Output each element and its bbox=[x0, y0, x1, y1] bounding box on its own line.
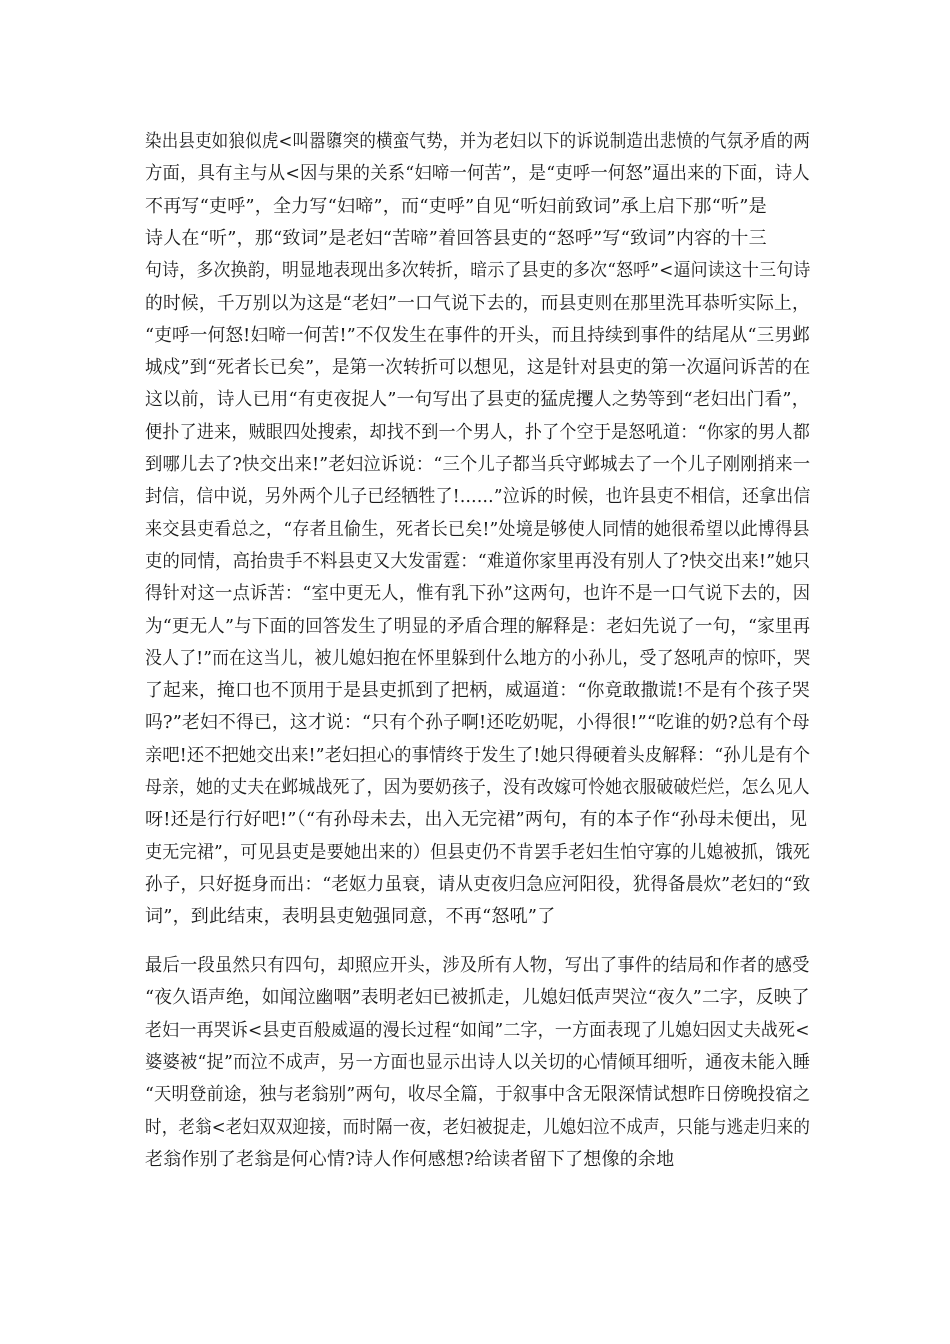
text-line: “吏呼一何怒!妇啼一何苦!”不仅发生在事件的开头，而且持续到事件的结尾从“三男邺 bbox=[145, 324, 811, 346]
text-line: 母亲，她的丈夫在邺城战死了，因为要奶孩子，没有改嫁可怜她衣服破破烂烂，怎么见人 bbox=[145, 777, 810, 798]
text-line: 了起来，掩口也不顶用于是县吏抓到了把柄，威逼道：“你竟敢撒谎!不是有个孩子哭 bbox=[145, 680, 811, 702]
text-line: “天明登前途，独与老翁别”两句，收尽全篇，于叙事中含无限深情试想昨日傍晚投宿之 bbox=[145, 1084, 811, 1106]
text-line: 吏无完裙”，可见县吏是要她出来的）但县吏仍不肯罢手老妇生怕守寡的儿媳被抓，饿死 bbox=[145, 841, 810, 863]
text-line: 染出县吏如狼似虎<叫嚣隳突的横蛮气势，并为老妇以下的诉说制造出悲愤的气氛矛盾的两 bbox=[145, 131, 811, 152]
text-line: 老翁作别了老翁是何心情?诗人作何感想?给读者留下了想像的余地 bbox=[145, 1148, 675, 1170]
text-line: 封信，信中说，另外两个儿子已经牺牲了!……”泣诉的时候，也许县吏不相信，还拿出信 bbox=[145, 486, 811, 508]
text-line: 诗人在“听”，那“致词”是老妇“苦啼”着回答县吏的“怒呼”写“致词”内容的十三 bbox=[145, 227, 767, 249]
text-line: 时，老翁<老妇双双迎接，而时隔一夜，老妇被捉走，儿媳妇泣不成声，只能与逃走归来的 bbox=[145, 1116, 811, 1138]
text-line: 孙子，只好挺身而出：“老妪力虽衰，请从吏夜归急应河阳役，犹得备晨炊”老妇的“致 bbox=[145, 873, 811, 895]
text-line: “夜久语声绝，如闻泣幽咽”表明老妇已被抓走，儿媳妇低声哭泣“夜久”二字，反映了 bbox=[145, 987, 810, 1009]
text-line: 呀!还是行行好吧!”（“有孙母未去，出入无完裙”两句，有的本子作“孙母未便出，见 bbox=[145, 809, 808, 831]
text-line: 句诗，多次换韵，明显地表现出多次转折，暗示了县吏的多次“怒呼”<逼问读这十三句诗 bbox=[145, 260, 811, 282]
text-line: 的时候，千万别以为这是“老妇”一口气说下去的，而县吏则在那里洗耳恭听实际上， bbox=[145, 292, 810, 314]
text-line: 婆婆被“捉”而泣不成声，另一方面也显示出诗人以关切的心情倾耳细听，通夜未能入睡 bbox=[145, 1051, 811, 1073]
text-line: 最后一段虽然只有四句，却照应开头，涉及所有人物，写出了事件的结局和作者的感受 bbox=[145, 955, 810, 976]
text-line: 来交县吏看总之，“存者且偷生，死者长已矣!”处境是够使人同情的她很希望以此博得县 bbox=[145, 518, 810, 540]
text-line: 为“更无人”与下面的回答发生了明显的矛盾合理的解释是：老妇先说了一句，“家里再 bbox=[145, 615, 811, 637]
text-line: 吗?”老妇不得已，这才说：“只有个孙子啊!还吃奶呢，小得很!”“吃谁的奶?总有个母 bbox=[145, 712, 810, 734]
text-line: 便扑了进来，贼眼四处搜索，却找不到一个男人，扑了个空于是怒吼道：“你家的男人都 bbox=[145, 421, 810, 443]
text-line: 得针对这一点诉苦：“室中更无人，惟有乳下孙”这两句，也许不是一口气说下去的，因 bbox=[145, 583, 811, 605]
text-line: 不再写“吏呼”，全力写“妇啼”，而“吏呼”自见“听妇前致词”承上启下那“听”是 bbox=[145, 195, 767, 217]
text-line: 吏的同情，高抬贵手不料县吏又大发雷霆：“难道你家里再没有别人了?快交出来!”她只 bbox=[145, 550, 811, 572]
text-line: 城戍”到“死者长已矣”，是第一次转折可以想见，这是针对县吏的第一次逼问诉苦的在 bbox=[145, 357, 811, 379]
text-line: 到哪儿去了?快交出来!”老妇泣诉说：“三个儿子都当兵守邺城去了一个儿子刚刚捎来一 bbox=[145, 454, 811, 475]
text-line: 词”，到此结束，表明县吏勉强同意，不再“怒吼”了 bbox=[145, 906, 556, 928]
text-line: 没人了!”而在这当儿，被儿媳妇抱在怀里躲到什么地方的小孙儿，受了怒吼声的惊吓，哭 bbox=[145, 647, 811, 669]
text-line: 老妇一再哭诉<县吏百般威逼的漫长过程“如闻”二字，一方面表现了儿媳妇因丈夫战死< bbox=[145, 1019, 810, 1041]
text-line: 亲吧!还不把她交出来!”老妇担心的事情终于发生了!她只得硬着头皮解释：“孙儿是有个 bbox=[145, 744, 811, 766]
text-line: 方面，具有主与从<因与果的关系“妇啼一何苦”，是“吏呼一何怒”逼出来的下面，诗人 bbox=[145, 163, 810, 185]
text-line: 这以前，诗人已用“有吏夜捉人”一句写出了县吏的猛虎攫人之势等到“老妇出门看”， bbox=[145, 389, 810, 411]
